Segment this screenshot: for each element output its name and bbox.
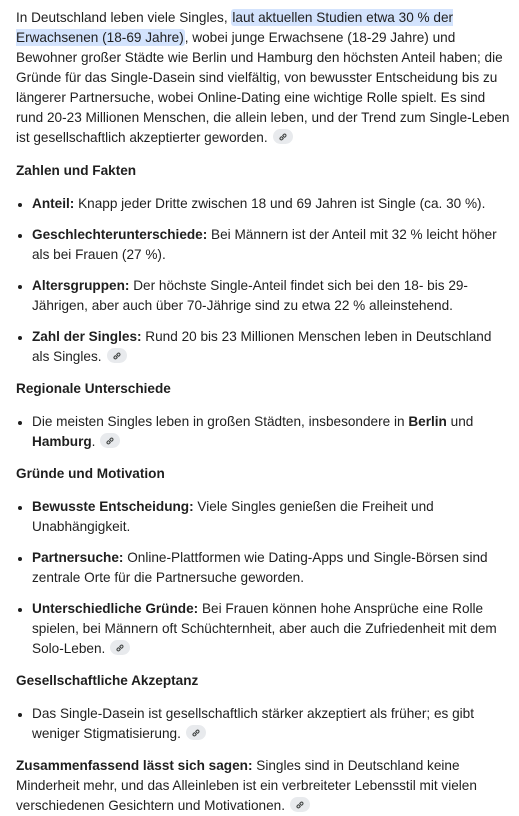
source-link-button[interactable] xyxy=(110,640,130,655)
item-text: Bei Frauen können hohe Ansprüche eine Rolle spielen, bei Männern oft Schüchternheit, aber auch die Zufriedenheit mit dem Solo-Leben. xyxy=(32,601,497,656)
item-text: Online-Plattformen wie Dating-Apps und Single-Börsen sind zentrale Orte für die Partnersuche geworden. xyxy=(32,550,488,585)
list-item xyxy=(32,704,511,744)
item-label: Bewusste Entscheidung: xyxy=(32,499,194,514)
list-item xyxy=(32,497,511,537)
source-link-button[interactable] xyxy=(186,725,206,740)
source-link-button[interactable] xyxy=(100,433,120,448)
link-icon xyxy=(115,643,125,653)
item-label: Unterschiedliche Gründe: xyxy=(32,601,199,616)
list-item xyxy=(32,327,511,367)
link-icon xyxy=(278,132,288,142)
section-heading-regional: Regionale Unterschiede xyxy=(16,381,171,396)
item-text: Knapp jeder Dritte zwischen 18 und 69 Jahren ist Single (ca. 30 %). xyxy=(74,196,486,211)
summary-label: Zusammenfassend lässt sich sagen: xyxy=(16,758,253,773)
facts-list xyxy=(16,194,511,367)
acceptance-list xyxy=(16,704,511,744)
regional-list xyxy=(16,412,511,452)
item-label: Geschlechterunterschiede: xyxy=(32,227,208,242)
section-heading-facts: Zahlen und Fakten xyxy=(16,163,137,178)
summary-paragraph xyxy=(16,756,511,816)
reasons-list xyxy=(16,497,511,659)
link-icon xyxy=(105,436,115,446)
link-icon xyxy=(112,351,122,361)
source-link-button[interactable] xyxy=(290,797,310,812)
list-item xyxy=(32,412,511,452)
item-label: Altersgruppen: xyxy=(32,278,130,293)
item-text: Die meisten Singles leben in großen Städten, insbesondere in xyxy=(32,414,409,429)
item-label: Zahl der Singles: xyxy=(32,329,142,344)
source-link-button[interactable] xyxy=(107,348,127,363)
city-hamburg: Hamburg xyxy=(32,434,92,449)
list-item xyxy=(32,599,511,659)
source-link-button[interactable] xyxy=(273,129,293,144)
item-text: . xyxy=(91,434,96,449)
link-icon xyxy=(191,728,201,738)
item-text: und xyxy=(446,414,474,429)
item-text: Rund 20 bis 23 Millionen Menschen leben in Deutschland als Singles. xyxy=(32,329,492,364)
list-item xyxy=(32,276,511,316)
item-text: Das Single-Dasein ist gesellschaftlich stärker akzeptiert als früher; es gibt weniger Stigmatisierung. xyxy=(32,706,474,741)
link-icon xyxy=(295,800,305,810)
intro-paragraph xyxy=(16,8,511,148)
section-heading-acceptance: Gesellschaftliche Akzeptanz xyxy=(16,673,199,688)
highlighted-claim[interactable]: laut aktuellen Studien etwa 30 % der Erwachsenen (18-69 Jahre) xyxy=(16,10,454,45)
city-berlin: Berlin xyxy=(408,414,447,429)
summary-text: Singles sind in Deutschland keine Minderheit mehr, und das Alleinleben ist ein verbreiteter Lebensstil mit vielen verschiedenen Gesichtern und Motivationen. xyxy=(16,758,477,813)
list-item xyxy=(32,548,511,588)
item-text: Der höchste Single-Anteil findet sich bei den 18- bis 29-Jährigen, aber auch über 70-Jährige sind zu etwa 22 % alleinstehend. xyxy=(32,278,468,313)
item-text: Viele Singles genießen die Freiheit und Unabhängigkeit. xyxy=(32,499,434,534)
list-item xyxy=(32,194,511,214)
item-text: Bei Männern ist der Anteil mit 32 % leicht höher als bei Frauen (27 %). xyxy=(32,227,497,262)
item-label: Anteil: xyxy=(32,196,75,211)
intro-text-before: In Deutschland leben viele Singles, xyxy=(16,10,232,25)
list-item xyxy=(32,225,511,265)
section-heading-reasons: Gründe und Motivation xyxy=(16,466,165,481)
intro-text-after: , wobei junge Erwachsene (18-29 Jahre) und Bewohner großer Städte wie Berlin und Hamburg den höchsten Anteil haben; die Gründe für das Single-Dasein sind vielfältig, von bewusster Entscheidung bis zu längerer Partnersuche, wobei Online-Dating eine wichtige Rolle spielt. Es sind rund 20-23 Millionen Menschen, die allein leben, und der Trend zum Single-Leben ist gesellschaftlich akzeptierter geworden. xyxy=(16,30,510,145)
item-label: Partnersuche: xyxy=(32,550,124,565)
